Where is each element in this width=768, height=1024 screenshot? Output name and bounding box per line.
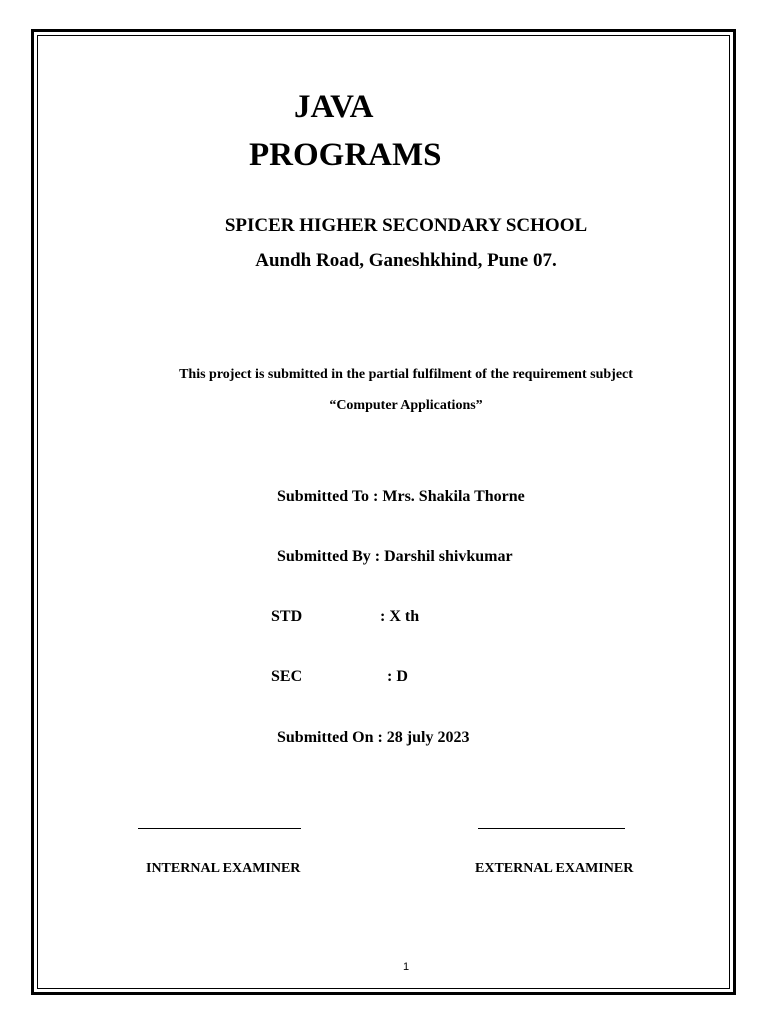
internal-examiner-label: INTERNAL EXAMINER: [146, 861, 301, 876]
title-line-1: JAVA: [294, 89, 374, 125]
std-label: STD: [271, 608, 303, 625]
std-value: : X th: [380, 608, 420, 625]
external-signature-line: [478, 828, 625, 829]
internal-signature-line: [138, 828, 301, 829]
page-border-inner: [37, 35, 730, 989]
sec-label: SEC: [271, 668, 303, 685]
title-line-2: PROGRAMS: [249, 137, 442, 173]
submitted-by: Submitted By : Darshil shivkumar: [277, 548, 513, 565]
external-examiner-label: EXTERNAL EXAMINER: [475, 861, 634, 876]
submitted-on: Submitted On : 28 july 2023: [277, 729, 470, 746]
submission-note-line-2: “Computer Applications”: [329, 398, 483, 413]
submission-note-line-1: This project is submitted in the partial fulfilment of the requirement subject: [179, 367, 633, 382]
school-name: SPICER HIGHER SECONDARY SCHOOL: [224, 215, 588, 236]
page-number: 1: [402, 961, 410, 973]
submitted-to: Submitted To : Mrs. Shakila Thorne: [277, 488, 525, 505]
school-address: Aundh Road, Ganeshkhind, Pune 07.: [255, 250, 557, 271]
sec-value: : D: [387, 668, 408, 685]
